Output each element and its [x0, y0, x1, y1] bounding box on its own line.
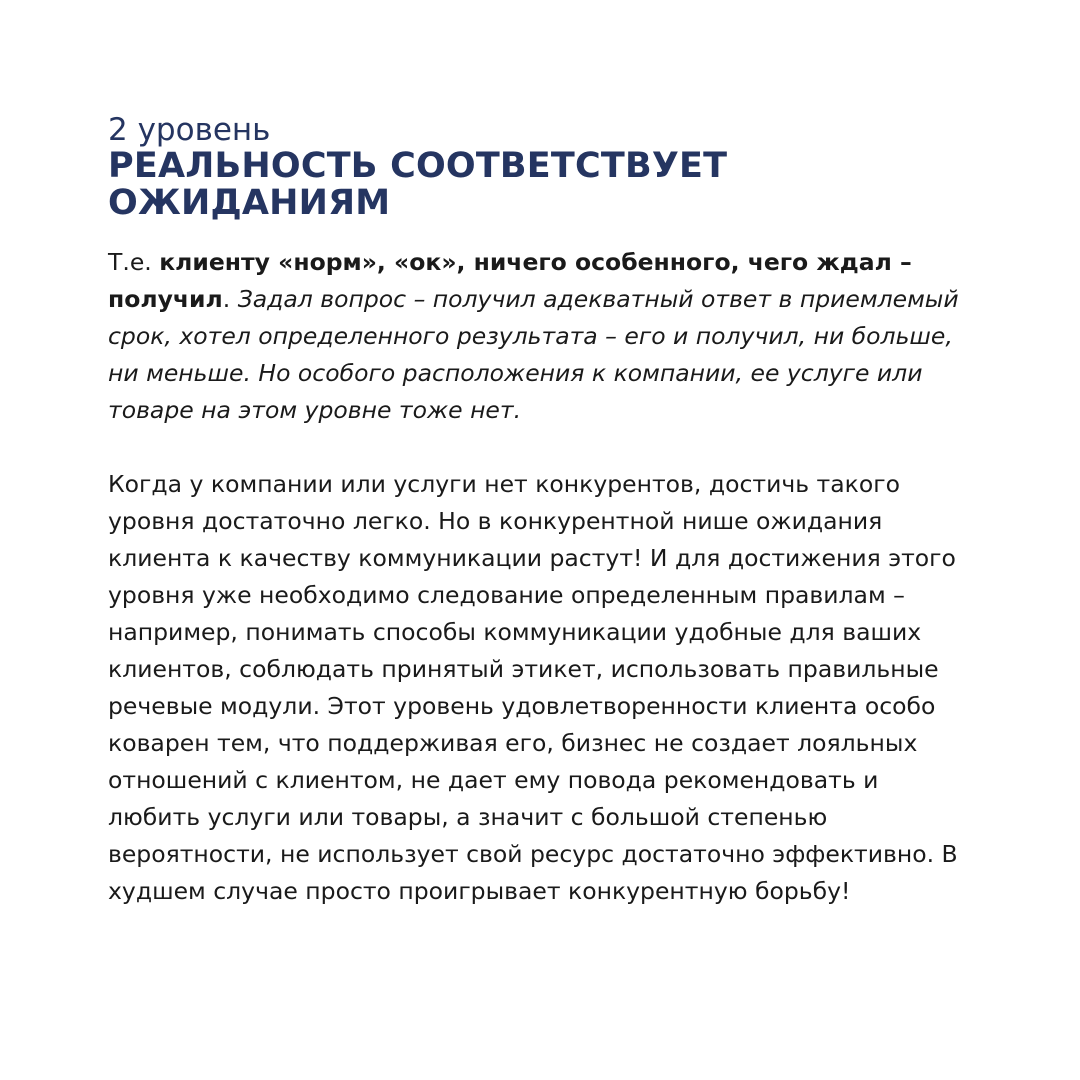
page-title — [108, 148, 976, 222]
paragraph-explanation: Когда у компании или услуги нет конкурентов, достичь такого уровня достаточно легко. Но в конкурентной нише ожидания клиента к качеству коммуникации растут! И для достижения этого уровня уже необходимо следование определенным правилам – например, понимать способы коммуникации удобные для ваших клиентов, соблюдать принятый этикет, использовать правильные речевые модули. Этот уровень удовлетворенности клиента особо коварен тем, что поддерживая его, бизнес не создает лояльных отношений с клиентом, не дает ему повода рекомендовать и любить услуги или товары, а значит с большой степенью вероятности, не использует свой ресурс достаточно эффективно. В худшем случае просто проигрывает конкурентную борьбу! — [108, 470, 958, 905]
paragraph-italic-example: Задал вопрос – получил адекватный ответ в приемлемый срок, хотел определенного результата – его и получил, ни больше, ни меньше. Но особого расположения к компании, ее услуге или товаре на этом уровне тоже нет. — [108, 285, 959, 424]
paragraph-definition — [108, 244, 976, 429]
level-label: 2 уровень — [108, 112, 271, 148]
title-line-2: ОЖИДАНИЯМ — [108, 183, 391, 223]
paragraph-bold-emphasis: клиенту «норм», «ок», ничего особенного, чего ждал – получил — [108, 248, 912, 313]
paragraph-dot: . — [222, 285, 238, 313]
paragraph-lead: Т.е. — [108, 248, 160, 276]
slide-content — [108, 112, 976, 910]
title-line-1: РЕАЛЬНОСТЬ СООТВЕТСТВУЕТ — [108, 146, 728, 186]
